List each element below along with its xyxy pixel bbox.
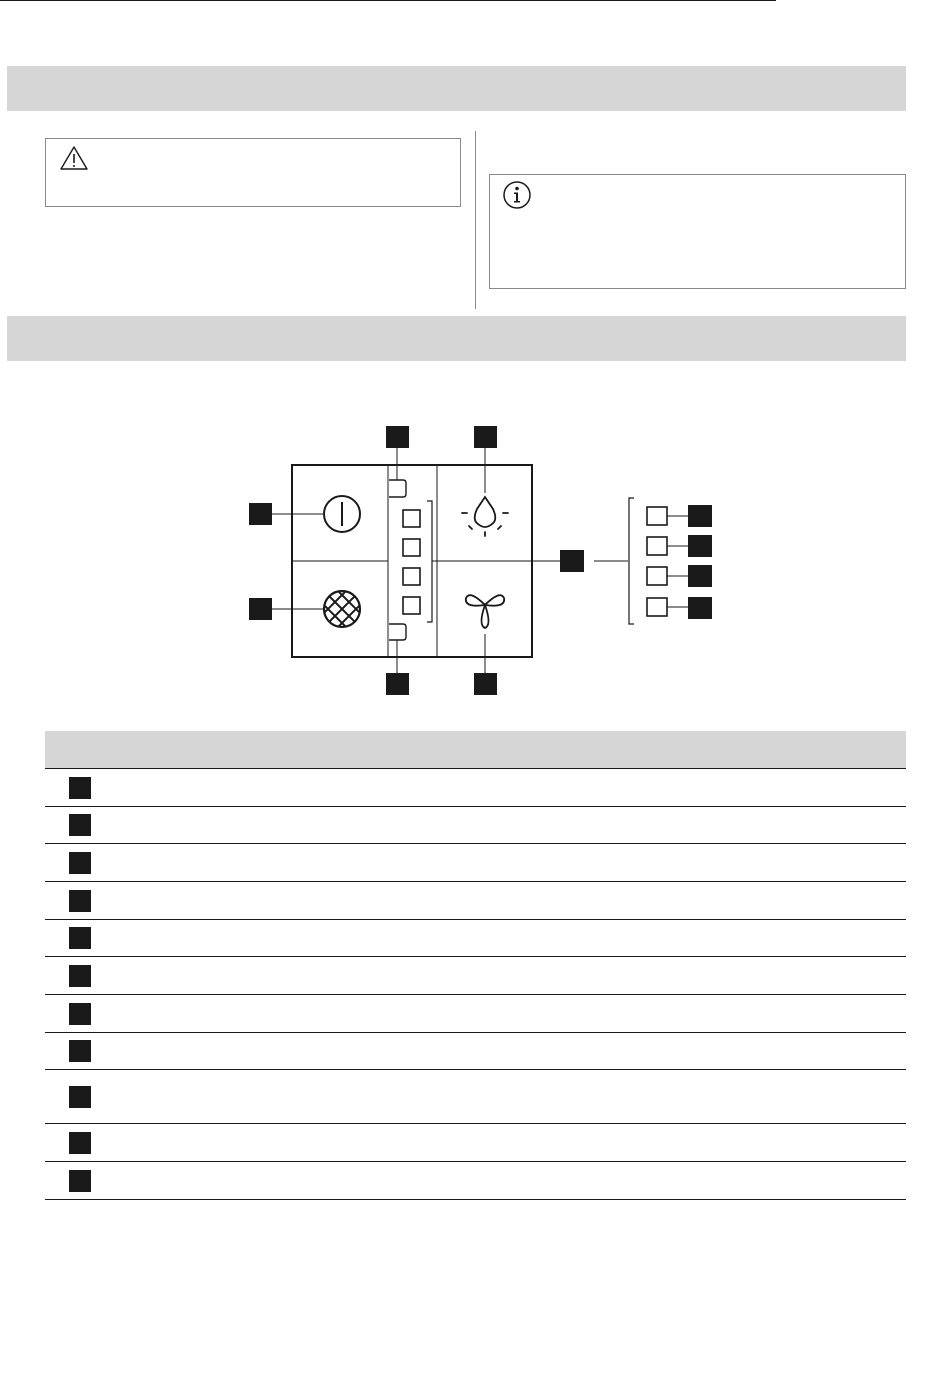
section-header-2 xyxy=(7,316,906,361)
column-divider xyxy=(475,131,476,309)
top-rule xyxy=(0,0,776,1)
marker xyxy=(69,777,91,799)
power-icon[interactable] xyxy=(324,496,360,532)
row-number-cell xyxy=(45,1086,115,1108)
control-panel-diagram xyxy=(0,360,950,730)
marker xyxy=(386,673,409,695)
marker xyxy=(69,1170,91,1192)
marker xyxy=(69,890,91,912)
warning-triangle-icon xyxy=(59,145,89,171)
row-number-cell xyxy=(45,777,115,799)
grease-filter-icon[interactable] xyxy=(307,581,377,644)
header-function xyxy=(115,731,906,768)
section-title-1 xyxy=(7,66,906,90)
marker xyxy=(69,1003,91,1025)
row-number-cell xyxy=(45,1132,115,1154)
table-row xyxy=(45,807,906,844)
table-header xyxy=(45,731,906,769)
fan-speed-indicators xyxy=(403,510,420,614)
warning-box xyxy=(45,138,461,207)
table-row xyxy=(45,920,906,957)
marker xyxy=(474,426,497,448)
table-row xyxy=(45,995,906,1033)
table-row xyxy=(45,844,906,882)
marker xyxy=(69,1040,91,1062)
row-number-cell xyxy=(45,814,115,836)
marker xyxy=(249,598,272,620)
marker xyxy=(69,814,91,836)
section-header-1 xyxy=(7,66,906,111)
table-row xyxy=(45,1070,906,1124)
light-bulb-icon[interactable] xyxy=(462,497,508,536)
lower-touch-tab xyxy=(389,624,406,640)
table-row xyxy=(45,769,906,807)
marker xyxy=(69,852,91,874)
row-number-cell xyxy=(45,852,115,874)
table-row xyxy=(45,1162,906,1200)
row-number-cell xyxy=(45,927,115,949)
fan-icon[interactable] xyxy=(466,595,504,628)
marker xyxy=(69,1132,91,1154)
table-row xyxy=(45,1033,906,1070)
marker xyxy=(386,426,409,448)
table-row xyxy=(45,1124,906,1162)
table-row xyxy=(45,882,906,920)
row-number-cell xyxy=(45,965,115,987)
row-number-cell xyxy=(45,1003,115,1025)
info-box xyxy=(489,174,906,289)
row-number-cell xyxy=(45,1040,115,1062)
marker xyxy=(69,927,91,949)
section-title-2 xyxy=(7,316,906,340)
table-row xyxy=(45,957,906,995)
info-icon xyxy=(502,180,532,210)
marker xyxy=(249,503,272,525)
marker xyxy=(560,550,584,572)
header-number xyxy=(45,731,115,768)
upper-touch-tab xyxy=(389,480,406,497)
marker xyxy=(69,1086,91,1108)
filter-indicator-detail xyxy=(629,498,712,624)
indicator-bracket xyxy=(427,501,432,622)
row-number-cell xyxy=(45,1170,115,1192)
legend-table xyxy=(45,731,906,1200)
marker xyxy=(474,673,497,695)
marker xyxy=(69,965,91,987)
row-number-cell xyxy=(45,890,115,912)
